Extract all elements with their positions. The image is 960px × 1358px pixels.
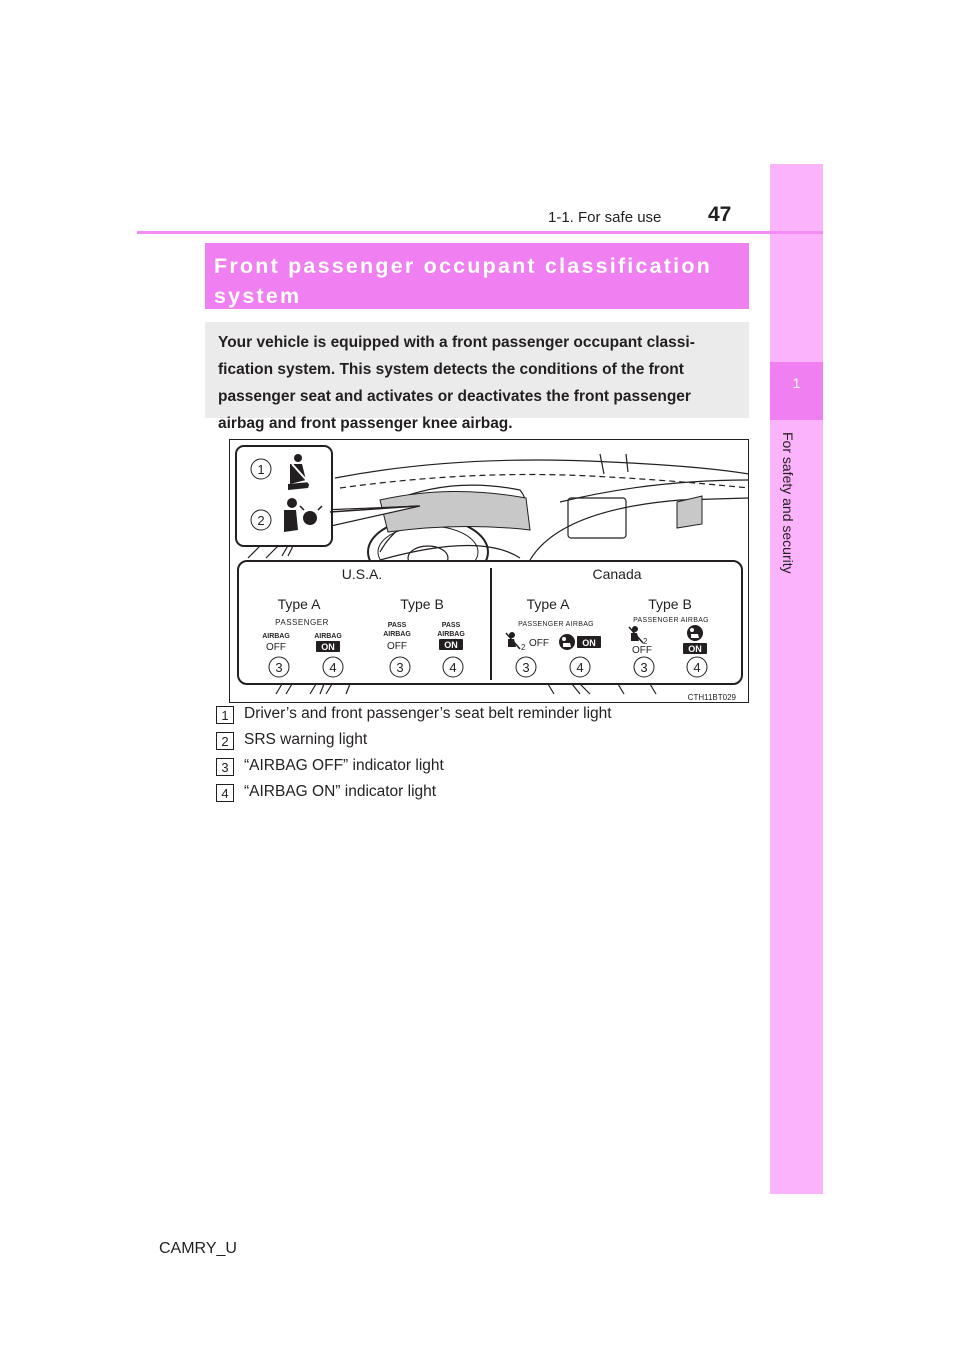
page-heading xyxy=(214,251,734,311)
side-chapter-tab xyxy=(770,164,823,1194)
canada-type-a-label: Type A xyxy=(526,596,570,612)
region-canada: Canada xyxy=(592,566,642,582)
legend-text: “AIRBAG ON” indicator light xyxy=(244,783,437,800)
meter-cluster xyxy=(380,491,530,532)
canada-b-occupant-on-icon xyxy=(687,625,703,641)
canada-a-off-text: OFF xyxy=(529,638,549,649)
intro-line-3: passenger seat and activates or deactivates the front passenger xyxy=(218,388,691,405)
usa-type-b-label: Type B xyxy=(400,596,444,612)
legend-text: “AIRBAG OFF” indicator light xyxy=(244,757,444,774)
dashboard-illustration xyxy=(230,440,749,703)
passenger-indicator-panel xyxy=(677,496,702,528)
footer-model: CAMRY_U xyxy=(159,1240,237,1257)
usa-b-on-text: ON xyxy=(444,640,458,650)
canada-b-on-text: ON xyxy=(688,644,702,654)
usa-a-off-text: OFF xyxy=(266,642,286,653)
dashboard-figure xyxy=(229,439,749,703)
chapter-number-box xyxy=(770,362,823,420)
canada-a-on-text: ON xyxy=(582,638,596,648)
legend-number-badge xyxy=(216,784,234,802)
figure-code: CTH11BT029 xyxy=(687,693,736,702)
indicator-number: 4 xyxy=(329,660,337,675)
legend-item-3 xyxy=(216,756,716,778)
canada-a-two-text: 2 xyxy=(521,643,526,652)
legend-number-badge xyxy=(216,732,234,750)
chapter-title: For safety and security xyxy=(780,432,796,574)
usa-a-passenger-text: PASSENGER xyxy=(275,618,329,627)
heading-line-2: system xyxy=(214,284,302,308)
indicator-number: 4 xyxy=(693,660,701,675)
usa-b-off-text: OFF xyxy=(387,641,407,652)
canada-b-two-text: 2 xyxy=(643,637,648,646)
svg-text:2: 2 xyxy=(257,513,265,528)
indicator-number: 3 xyxy=(396,660,404,675)
callout-number-1 xyxy=(251,459,271,479)
canada-b-off-text: OFF xyxy=(632,645,652,656)
svg-text:4: 4 xyxy=(221,786,229,801)
indicator-number: 3 xyxy=(522,660,530,675)
indicator-number: 4 xyxy=(576,660,584,675)
intro-line-1: Your vehicle is equipped with a front passenger occupant classi- xyxy=(218,334,695,351)
canada-a-occupant-on-icon xyxy=(559,634,575,650)
indicator-number: 3 xyxy=(275,660,283,675)
usa-b-on-pass-text: PASS xyxy=(441,622,461,629)
usa-type-a-label: Type A xyxy=(277,596,321,612)
legend-item-4 xyxy=(216,782,716,804)
usa-a-on-airbag-text: AIRBAG xyxy=(314,633,342,640)
svg-text:2: 2 xyxy=(221,734,229,749)
legend-number-badge xyxy=(216,758,234,776)
canada-a-passenger-airbag-text: PASSENGER AIRBAG xyxy=(518,621,594,628)
usa-a-off-airbag-text: AIRBAG xyxy=(262,633,290,640)
indicator-number: 4 xyxy=(449,660,457,675)
intro-line-4: airbag and front passenger knee airbag. xyxy=(218,415,513,432)
heading-line-1: Front passenger occupant classification xyxy=(214,254,712,278)
chapter-number: 1 xyxy=(792,375,801,391)
intro-text xyxy=(218,329,740,437)
section-title: 1-1. For safe use xyxy=(548,209,662,226)
canada-type-b-label: Type B xyxy=(648,596,692,612)
usa-b-off-pass-text: PASS xyxy=(387,622,407,629)
legend-item-2 xyxy=(216,730,716,752)
legend-item-1 xyxy=(216,704,716,726)
canada-b-passenger-airbag-text: PASSENGER AIRBAG xyxy=(633,617,709,624)
svg-text:1: 1 xyxy=(221,708,229,723)
intro-line-2: fication system. This system detects the conditions of the front xyxy=(218,361,684,378)
svg-text:1: 1 xyxy=(257,462,265,477)
callout-number-2 xyxy=(251,510,271,530)
legend-text: Driver’s and front passenger’s seat belt reminder light xyxy=(244,705,612,722)
usa-b-off-airbag-text: AIRBAG xyxy=(383,631,411,638)
header-rule xyxy=(137,231,823,234)
indicator-number: 3 xyxy=(640,660,648,675)
page-number: 47 xyxy=(708,203,732,226)
legend-number-badge xyxy=(216,706,234,724)
legend-text: SRS warning light xyxy=(244,731,368,748)
svg-text:3: 3 xyxy=(221,760,229,775)
region-usa: U.S.A. xyxy=(341,566,383,582)
usa-a-on-text: ON xyxy=(321,642,335,652)
usa-b-on-airbag-text: AIRBAG xyxy=(437,631,465,638)
